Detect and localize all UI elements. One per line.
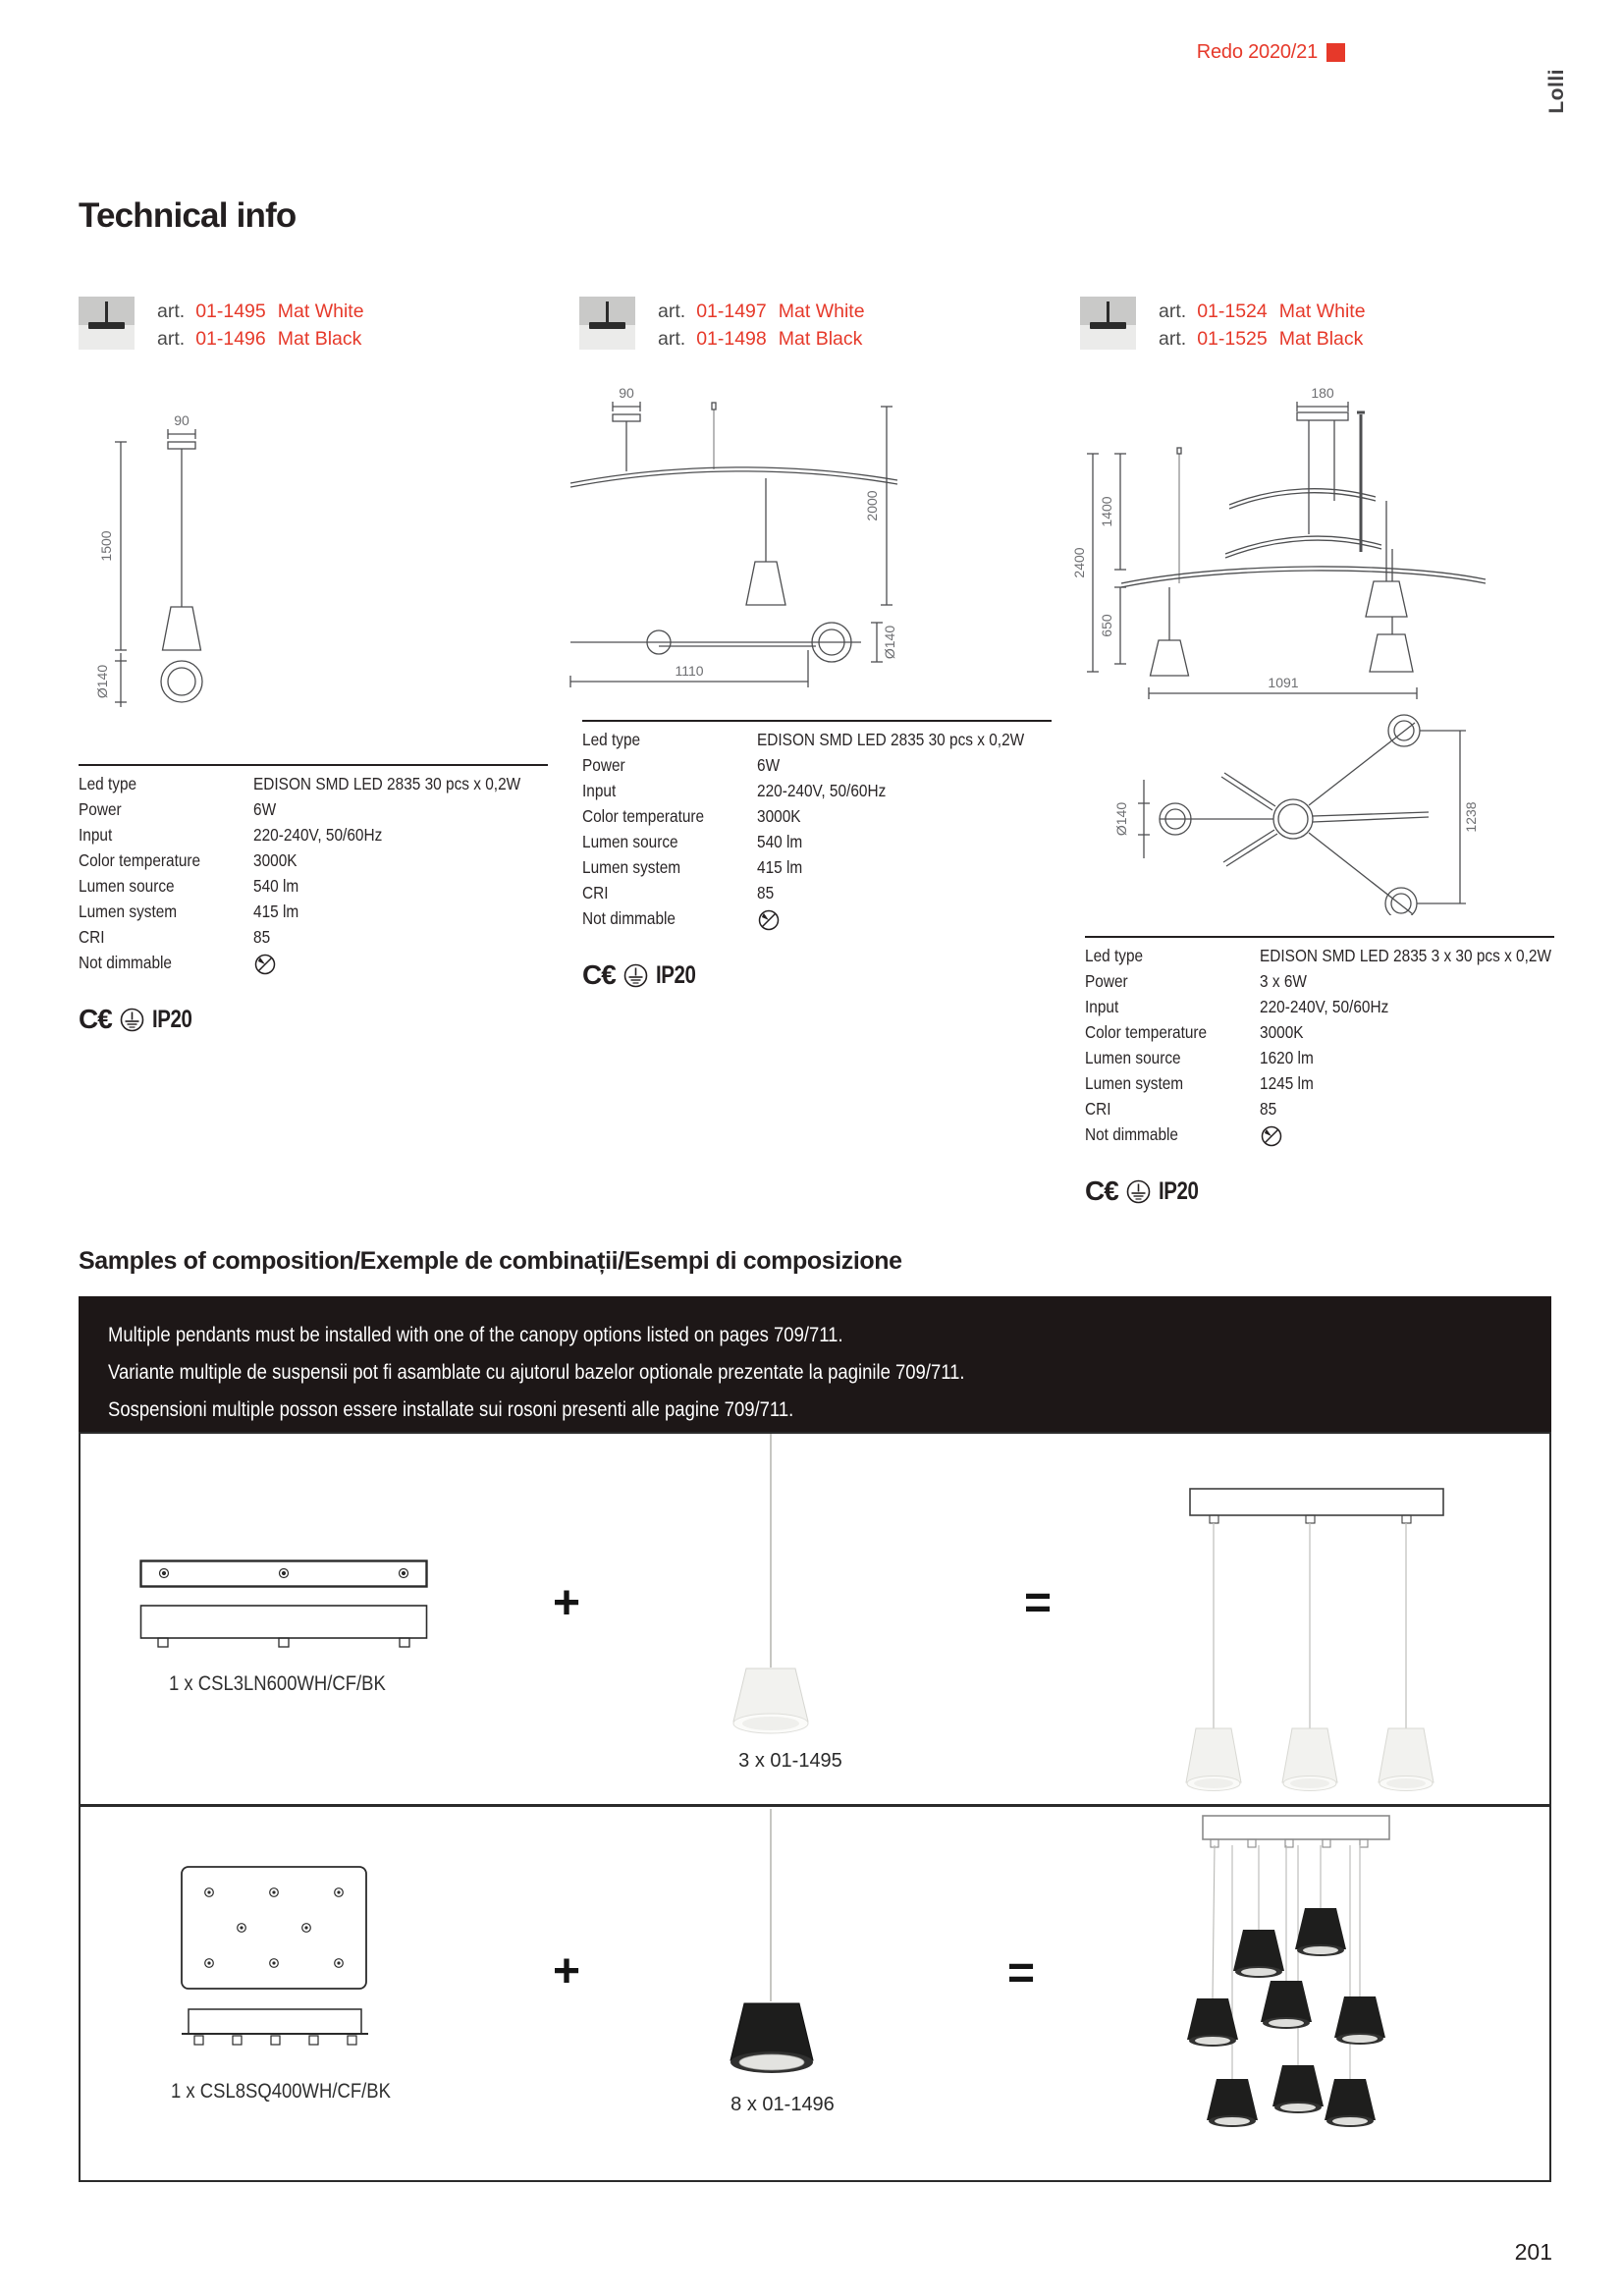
art-line: art. 01-1498 Mat Black bbox=[658, 328, 863, 350]
art-finish: Mat White bbox=[277, 301, 364, 322]
technical-drawing-bar-pendant bbox=[565, 385, 903, 694]
spec-row: Input 220-240V, 50/60Hz bbox=[1085, 997, 1389, 1016]
composition-examples-box bbox=[79, 1432, 1551, 2182]
samples-heading: Samples of composition/Exemple de combinații/Esempi di composizione bbox=[79, 1247, 902, 1275]
spec-row: Lumen system 415 lm bbox=[582, 857, 803, 877]
earth-ground-icon bbox=[1126, 1179, 1151, 1204]
ip-rating: IP20 bbox=[151, 1005, 192, 1033]
page-number: 201 bbox=[1514, 2239, 1552, 2265]
collection-name: Lolli bbox=[1545, 69, 1568, 114]
art-code: 01-1495 bbox=[195, 301, 266, 322]
dim-drop: 2000 bbox=[864, 490, 880, 521]
spec-row-not-dimmable: Not dimmable bbox=[582, 908, 1052, 934]
art-finish: Mat Black bbox=[778, 328, 863, 350]
art-finish: Mat Black bbox=[1278, 328, 1364, 350]
ip-rating: IP20 bbox=[655, 960, 696, 989]
note-line: Sospensioni multiple posson essere installate sui rosoni presenti alle pagine 709/711. bbox=[108, 1398, 794, 1421]
spec-table-3 bbox=[1085, 936, 1554, 1150]
spec-row: Color temperature 3000K bbox=[79, 850, 298, 870]
ce-mark-icon: C€ bbox=[1085, 1175, 1118, 1206]
spec-table-1 bbox=[79, 764, 548, 978]
art-code: 01-1496 bbox=[195, 328, 266, 350]
dim-canopy: 180 bbox=[1311, 385, 1334, 401]
ip-rating: IP20 bbox=[1158, 1176, 1199, 1205]
spec-row: CRI 85 bbox=[582, 883, 775, 902]
art-finish: Mat White bbox=[1278, 301, 1366, 322]
white-pendant-photo bbox=[731, 1667, 810, 1741]
spec-row: Lumen source 1620 lm bbox=[1085, 1048, 1314, 1067]
certifications-1 bbox=[79, 1004, 200, 1035]
linear-canopy-drawing bbox=[139, 1559, 429, 1650]
art-code: 01-1525 bbox=[1197, 328, 1268, 350]
art-code: 01-1524 bbox=[1197, 301, 1268, 322]
pendant-cord bbox=[770, 1809, 772, 2001]
spec-row: Lumen system 415 lm bbox=[79, 902, 299, 921]
spec-row-not-dimmable: Not dimmable bbox=[79, 953, 548, 978]
pendant-canopy-icon bbox=[1080, 297, 1136, 350]
spec-row: Lumen source 540 lm bbox=[79, 876, 299, 896]
dim-total-drop: 2400 bbox=[1071, 547, 1087, 578]
product-variants-1 bbox=[79, 297, 364, 353]
art-code: 01-1497 bbox=[696, 301, 767, 322]
dim-diameter: Ø140 bbox=[882, 625, 897, 660]
spec-row: Lumen system 1245 lm bbox=[1085, 1073, 1314, 1093]
certifications-3 bbox=[1085, 1175, 1207, 1207]
spec-row: Color temperature 3000K bbox=[1085, 1022, 1304, 1042]
canopy-label: 1 x CSL8SQ400WH/CF/BK bbox=[171, 2080, 391, 2103]
dim-drop: 1500 bbox=[98, 530, 114, 562]
art-finish: Mat Black bbox=[277, 328, 362, 350]
spec-row: CRI 85 bbox=[1085, 1099, 1277, 1119]
spec-row: Input 220-240V, 50/60Hz bbox=[582, 781, 887, 800]
equals-operator: = bbox=[1006, 1947, 1036, 1999]
product-variants-2 bbox=[579, 297, 865, 353]
art-line: art. 01-1525 Mat Black bbox=[1159, 328, 1364, 350]
spec-row: Power 6W bbox=[79, 799, 277, 819]
catalog-edition: Redo 2020/21 bbox=[1196, 41, 1318, 63]
plus-operator: + bbox=[552, 1945, 581, 1997]
product-variants-3 bbox=[1080, 297, 1366, 353]
technical-drawing-single-pendant bbox=[83, 412, 349, 707]
art-line: art. 01-1495 Mat White bbox=[157, 301, 364, 322]
earth-ground-icon bbox=[120, 1008, 144, 1032]
spec-row: Input 220-240V, 50/60Hz bbox=[79, 825, 383, 845]
spec-row-not-dimmable: Not dimmable bbox=[1085, 1124, 1554, 1150]
spec-row: Led type EDISON SMD LED 2835 3 x 30 pcs x 0,2W bbox=[1085, 946, 1551, 965]
note-line: Multiple pendants must be installed with one of the canopy options listed on pages 709/711. bbox=[108, 1324, 843, 1346]
square-canopy-drawing bbox=[179, 1864, 375, 2052]
spec-row: Led type EDISON SMD LED 2835 30 pcs x 0,2W bbox=[582, 730, 1025, 749]
equals-operator: = bbox=[1023, 1577, 1053, 1629]
dim-canopy: 90 bbox=[619, 385, 634, 401]
art-line: art. 01-1497 Mat White bbox=[658, 301, 865, 322]
three-pendant-result-image bbox=[1178, 1481, 1458, 1797]
page-title: Technical info bbox=[79, 196, 297, 235]
spec-row: Color temperature 3000K bbox=[582, 806, 801, 826]
dim-length: 1091 bbox=[1268, 675, 1299, 690]
dim-diameter: Ø140 bbox=[1113, 801, 1129, 837]
pendant-canopy-icon bbox=[79, 297, 135, 350]
brand-square-icon bbox=[1326, 43, 1345, 62]
art-line: art. 01-1496 Mat Black bbox=[157, 328, 362, 350]
pendant-canopy-icon bbox=[579, 297, 635, 350]
dim-spread: 1238 bbox=[1463, 801, 1479, 833]
black-pendant-photo bbox=[729, 2001, 815, 2082]
dim-pendant-drop: 650 bbox=[1099, 614, 1114, 637]
pendant-cord bbox=[770, 1434, 772, 1667]
not-dimmable-icon bbox=[253, 953, 277, 976]
pendant-quantity-label: 8 x 01-1496 bbox=[730, 2094, 835, 2115]
ce-mark-icon: C€ bbox=[79, 1004, 112, 1034]
art-line: art. 01-1524 Mat White bbox=[1159, 301, 1366, 322]
technical-drawing-three-arm-pendant bbox=[1065, 385, 1507, 915]
pendant-quantity-label: 3 x 01-1495 bbox=[738, 1750, 842, 1772]
row-divider bbox=[81, 1804, 1549, 1807]
dim-canopy: 90 bbox=[174, 412, 189, 428]
spec-row: Led type EDISON SMD LED 2835 30 pcs x 0,2W bbox=[79, 774, 521, 793]
not-dimmable-icon bbox=[757, 908, 781, 932]
dim-length: 1110 bbox=[675, 663, 704, 679]
spec-row: Lumen source 540 lm bbox=[582, 832, 803, 851]
earth-ground-icon bbox=[623, 963, 648, 988]
eight-pendant-result-image bbox=[1146, 1812, 1445, 2167]
ce-mark-icon: C€ bbox=[582, 959, 616, 990]
spec-row: Power 3 x 6W bbox=[1085, 971, 1307, 991]
not-dimmable-icon bbox=[1260, 1124, 1283, 1148]
spec-row: Power 6W bbox=[582, 755, 781, 775]
header bbox=[1197, 41, 1345, 64]
art-finish: Mat White bbox=[778, 301, 865, 322]
canopy-label: 1 x CSL3LN600WH/CF/BK bbox=[169, 1672, 386, 1695]
certifications-2 bbox=[582, 959, 704, 991]
plus-operator: + bbox=[552, 1577, 581, 1629]
dim-cable-drop: 1400 bbox=[1099, 496, 1114, 527]
installation-note-banner bbox=[79, 1296, 1551, 1432]
note-line: Variante multiple de suspensii pot fi asamblate cu ajutorul bazelor optionale prezentate la paginile 709/711. bbox=[108, 1361, 965, 1384]
spec-table-2 bbox=[582, 720, 1052, 934]
dim-diameter: Ø140 bbox=[94, 664, 110, 699]
spec-row: CRI 85 bbox=[79, 927, 271, 947]
art-code: 01-1498 bbox=[696, 328, 767, 350]
